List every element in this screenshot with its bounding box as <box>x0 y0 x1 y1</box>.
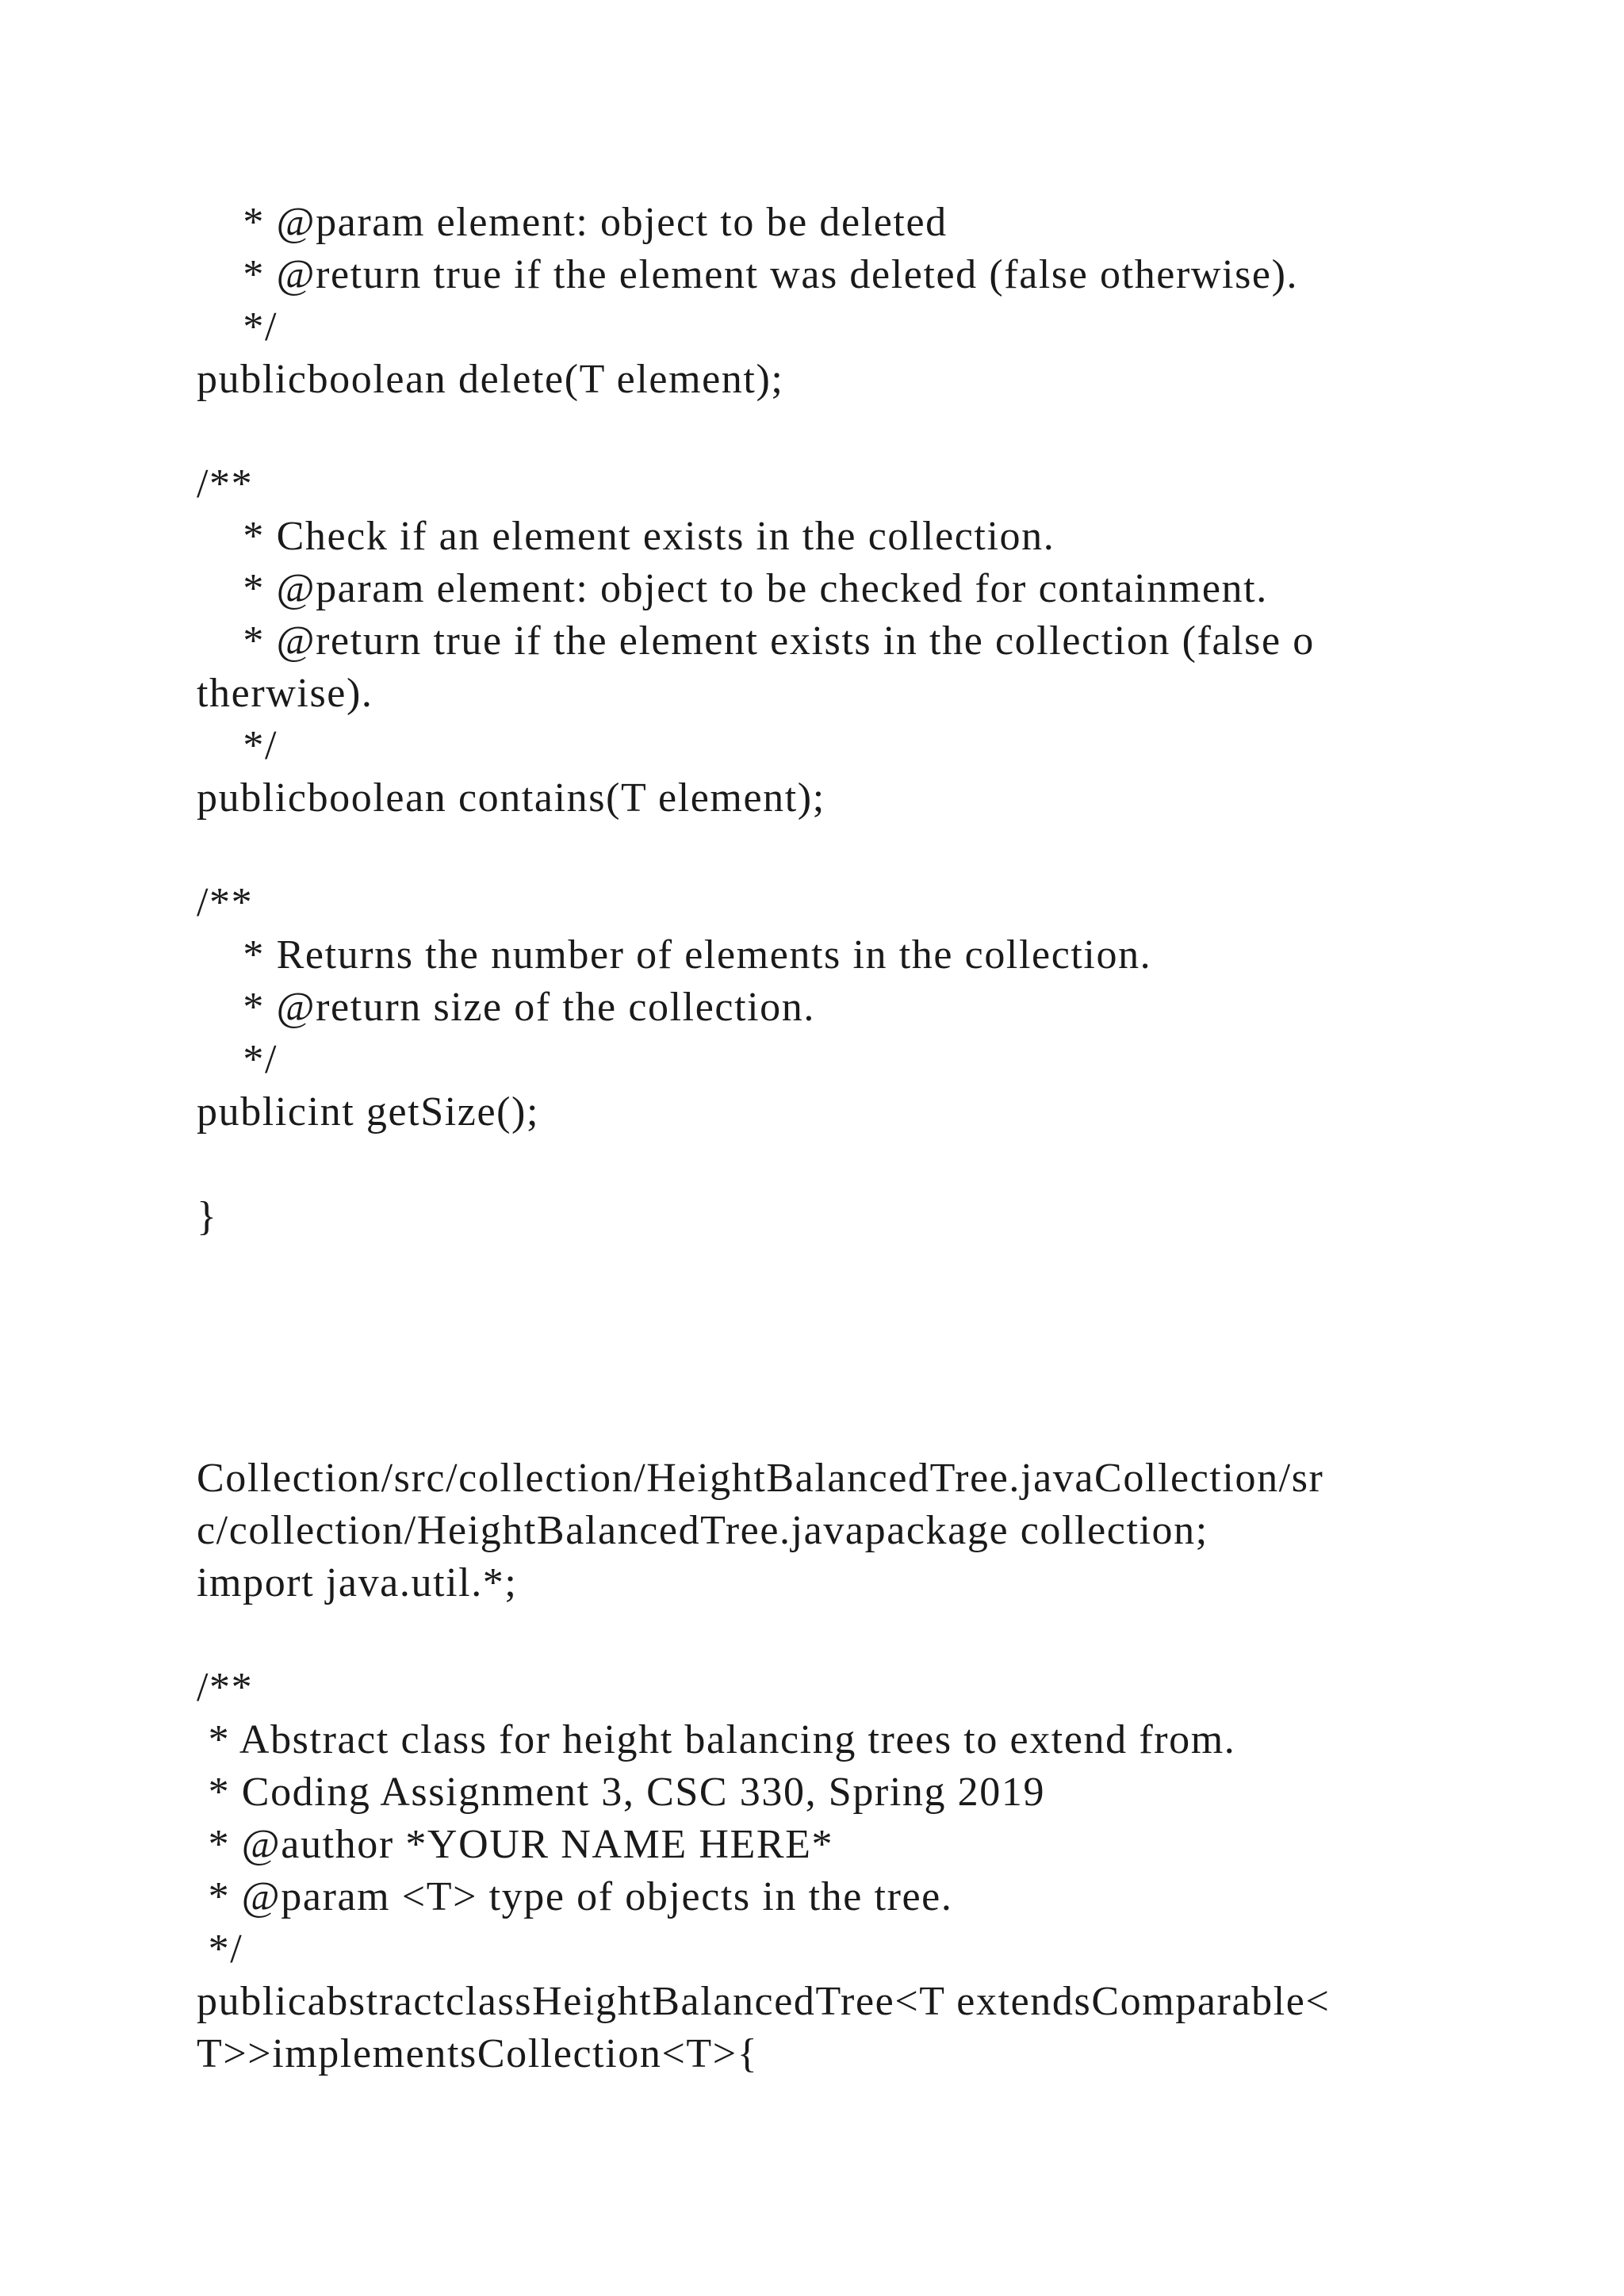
text-line: */ <box>197 1037 278 1082</box>
text-line: * @param element: object to be checked for containment. <box>197 566 1268 611</box>
text-line: T>>implementsCollection<T>{ <box>197 2031 759 2076</box>
text-line: * @return true if the element was deleted (false otherwise). <box>197 252 1299 297</box>
text-line: publicint getSize(); <box>197 1089 540 1135</box>
text-line: /** <box>197 880 254 925</box>
text-line: */ <box>197 304 278 350</box>
text-line: Collection/src/collection/HeightBalancedTree.javaCollection/sr <box>197 1456 1324 1501</box>
text-line: */ <box>197 723 278 768</box>
text-line: * @return true if the element exists in the collection (false o <box>197 618 1315 664</box>
text-line: publicboolean contains(T element); <box>197 775 825 821</box>
text-line: * @param <T> type of objects in the tree. <box>197 1874 953 1919</box>
text-line: /** <box>197 461 254 507</box>
text-line: * Abstract class for height balancing trees to extend from. <box>197 1717 1236 1762</box>
text-line: * Check if an element exists in the collection. <box>197 514 1055 559</box>
text-line: therwise). <box>197 671 373 716</box>
text-line: publicabstractclassHeightBalancedTree<T extendsComparable< <box>197 1979 1331 2024</box>
text-line: * Returns the number of elements in the collection. <box>197 932 1152 978</box>
text-line: c/collection/HeightBalancedTree.javapackage collection; <box>197 1508 1208 1553</box>
text-line: } <box>197 1194 218 1239</box>
text-line: publicboolean delete(T element); <box>197 357 784 402</box>
text-line: /** <box>197 1665 254 1710</box>
text-line: * @param element: object to be deleted <box>197 200 948 245</box>
text-line: * @author *YOUR NAME HERE* <box>197 1822 834 1867</box>
text-line: * Coding Assignment 3, CSC 330, Spring 2019 <box>197 1770 1046 1815</box>
text-line: */ <box>197 1927 243 1972</box>
text-line: * @return size of the collection. <box>197 985 815 1030</box>
text-line: import java.util.*; <box>197 1560 518 1605</box>
